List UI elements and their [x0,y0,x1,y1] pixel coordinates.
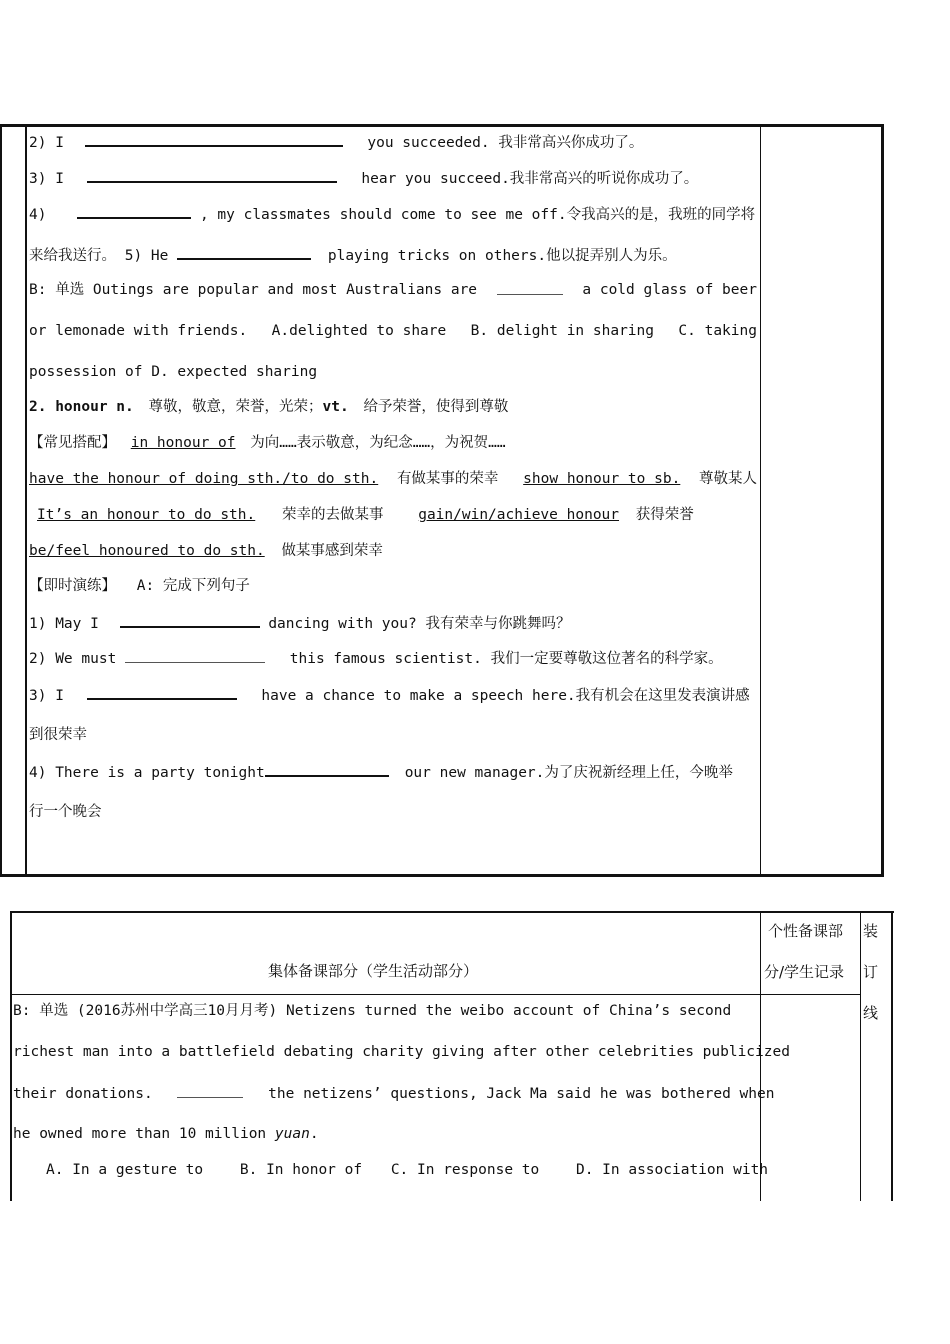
exercise-line: 行一个晚会 [29,804,102,820]
binding-line-label: 装 [863,922,879,940]
notes-column-header: 个性备课部 [768,922,844,940]
options-line: possession of D. expected sharing [29,364,318,380]
exercise-line: 4) There is a party tonight our new manager.为了庆祝新经理上任，今晚举 [29,761,733,783]
exercise-line: 2) We must this famous scientist. 我们一定要尊敬这位著名的科学家。 [29,648,723,669]
question-line: B: 单选 (2016苏州中学高三10月月考) Netizens turned the weibo account of China’s second [13,1003,732,1019]
table-divider [25,124,27,877]
table-border-right [881,124,884,877]
answer-blank [77,203,191,219]
question-line: B: 单选 Outings are popular and most Australians are a cold glass of beer [29,282,757,298]
table-border-top [10,911,894,913]
options-line: or lemonade with friends. A.delighted to share B. delight in sharing C. taking [29,323,757,339]
answer-blank [120,612,260,628]
lower-table [10,911,894,1201]
practice-heading: 【即时演练】 A: 完成下列句子 [29,578,250,594]
table-border-right [891,911,893,1201]
exercise-line: 到很荣幸 [29,727,87,743]
exercise-line: 4) , my classmates should come to see me off.令我高兴的是，我班的同学将 [29,203,755,225]
vocab-heading: 2. honour n. 尊敬，敬意，荣誉，光荣；vt. 给予荣誉，使得到尊敬 [29,399,509,415]
question-line: their donations. the netizens’ questions, Jack Ma said he was bothered when [13,1083,774,1104]
exercise-line: 来给我送行。 5) He playing tricks on others.他以捉弄别人为乐。 [29,244,677,266]
collocation-line: be/feel honoured to do sth. 做某事感到荣幸 [29,543,383,559]
answer-blank [87,684,237,700]
table-border-bottom [0,874,884,877]
answer-blank [87,167,337,183]
answer-blank [125,648,265,663]
answer-blank [265,761,389,777]
exercise-line: 1) May I dancing with you? 我有荣幸与你跳舞吗？ [29,612,570,634]
answer-blank [177,244,311,260]
table-divider [860,911,861,1201]
notes-column-header: 分/学生记录 [764,963,845,981]
section-title: 集体备课部分（学生活动部分） [268,962,479,980]
table-border-left [0,124,2,877]
question-line: richest man into a battlefield debating charity giving after other celebrities publicized [13,1044,790,1060]
options-line: A. In a gesture to B. In honor of C. In response to D. In association with [46,1162,769,1178]
upper-table [0,124,884,877]
answer-blank [497,280,563,295]
collocation-line: It’s an honour to do sth. 荣幸的去做某事 gain/win/achieve honour 获得荣誉 [37,507,694,523]
table-divider [760,124,761,877]
collocation-line: have the honour of doing sth./to do sth. 有做某事的荣幸 show honour to sb. 尊敬某人 [29,471,758,487]
collocation-line: 【常见搭配】 in honour of 为向……表示敬意，为纪念……，为祝贺…… [29,435,506,451]
exercise-line: 2) I you succeeded. 我非常高兴你成功了。 [29,131,643,153]
binding-line-label: 线 [863,1004,879,1022]
answer-blank [85,131,343,147]
exercise-line: 3) I hear you succeed.我非常高兴的听说你成功了。 [29,167,698,189]
table-border-left [10,911,12,1201]
exercise-line: 3) I have a chance to make a speech here.我有机会在这里发表演讲感 [29,684,750,706]
question-line: he owned more than 10 million yuan. [13,1126,319,1142]
table-border-top [0,124,884,127]
header-divider [10,994,860,995]
binding-line-label: 订 [863,963,879,981]
answer-blank [177,1083,243,1098]
